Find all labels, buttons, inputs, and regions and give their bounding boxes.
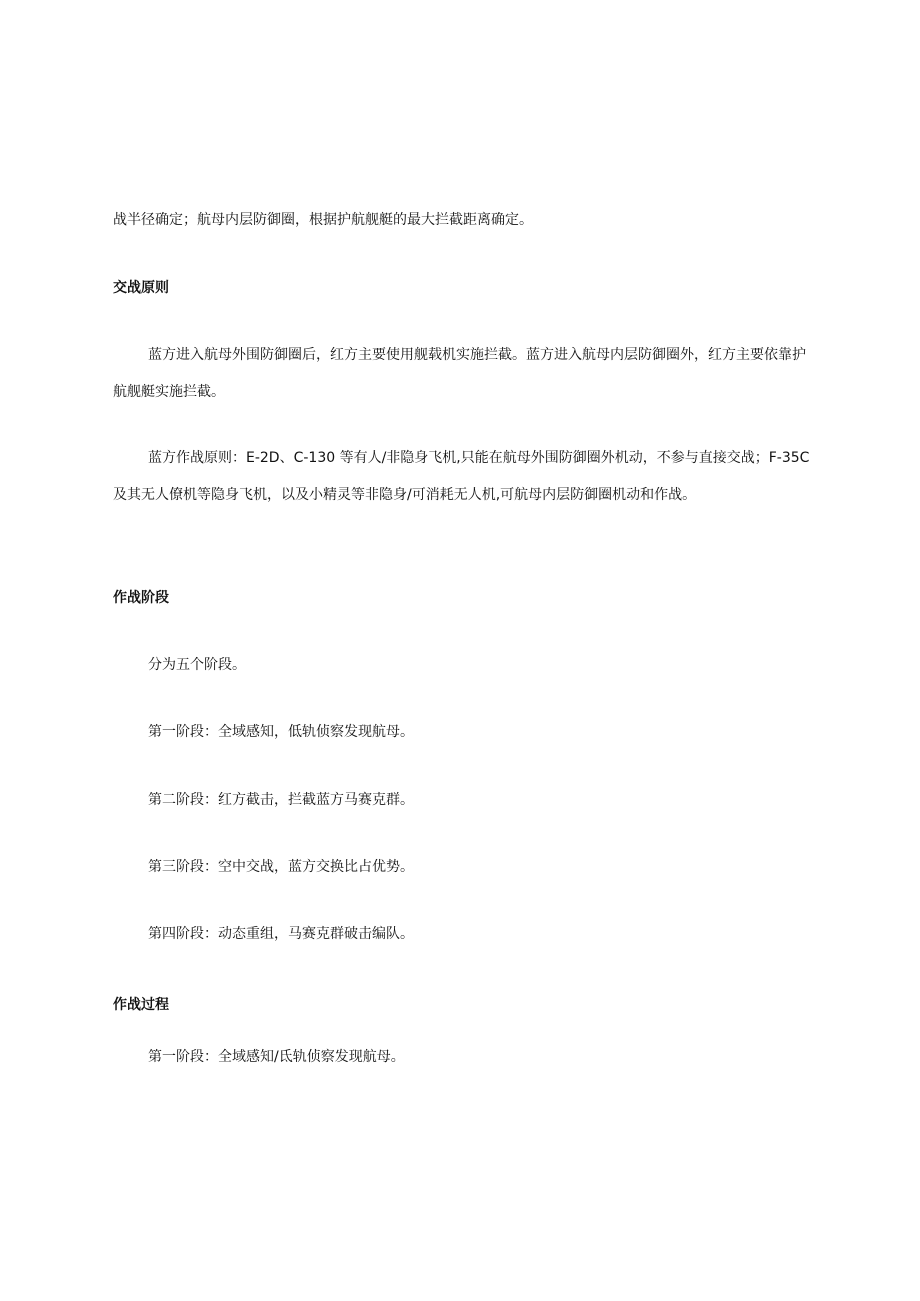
paragraph-engagement-2: 蓝方作战原则：E-2D、C-130 等有人/非隐身飞机,只能在航母外围防御圈外机动，不参与直接交战；F-35C 及其无人僚机等隐身飞机，以及小精灵等非隐身/可消耗无人机,可航母内层防御圈机动和作战。 bbox=[113, 450, 810, 503]
paragraph-continued: 战半径确定；航母内层防御圈，根据护航舰艇的最大拦截距离确定。 bbox=[113, 212, 533, 228]
heading-engagement-rules: 交战原则 bbox=[113, 280, 169, 296]
paragraph-phase-1: 第一阶段：全域感知，低轨侦察发现航母。 bbox=[148, 724, 414, 740]
paragraph-phase-3: 第三阶段：空中交战，蓝方交换比占优势。 bbox=[148, 859, 414, 875]
paragraph-phase-2: 第二阶段：红方截击，拦截蓝方马赛克群。 bbox=[148, 792, 414, 808]
heading-phases: 作战阶段 bbox=[113, 590, 169, 606]
paragraph-process-1: 第一阶段：全域感知/氐轨侦察发现航母。 bbox=[148, 1049, 405, 1065]
heading-process: 作战过程 bbox=[113, 997, 169, 1013]
paragraph-phase-4: 第四阶段：动态重组，马赛克群破击编队。 bbox=[148, 926, 414, 942]
paragraph-phases-intro: 分为五个阶段。 bbox=[148, 657, 246, 673]
paragraph-engagement-1: 蓝方进入航母外围防御圈后，红方主要使用舰载机实施拦截。蓝方进入航母内层防御圈外，红方主要依靠护航舰艇实施拦截。 bbox=[113, 347, 806, 400]
